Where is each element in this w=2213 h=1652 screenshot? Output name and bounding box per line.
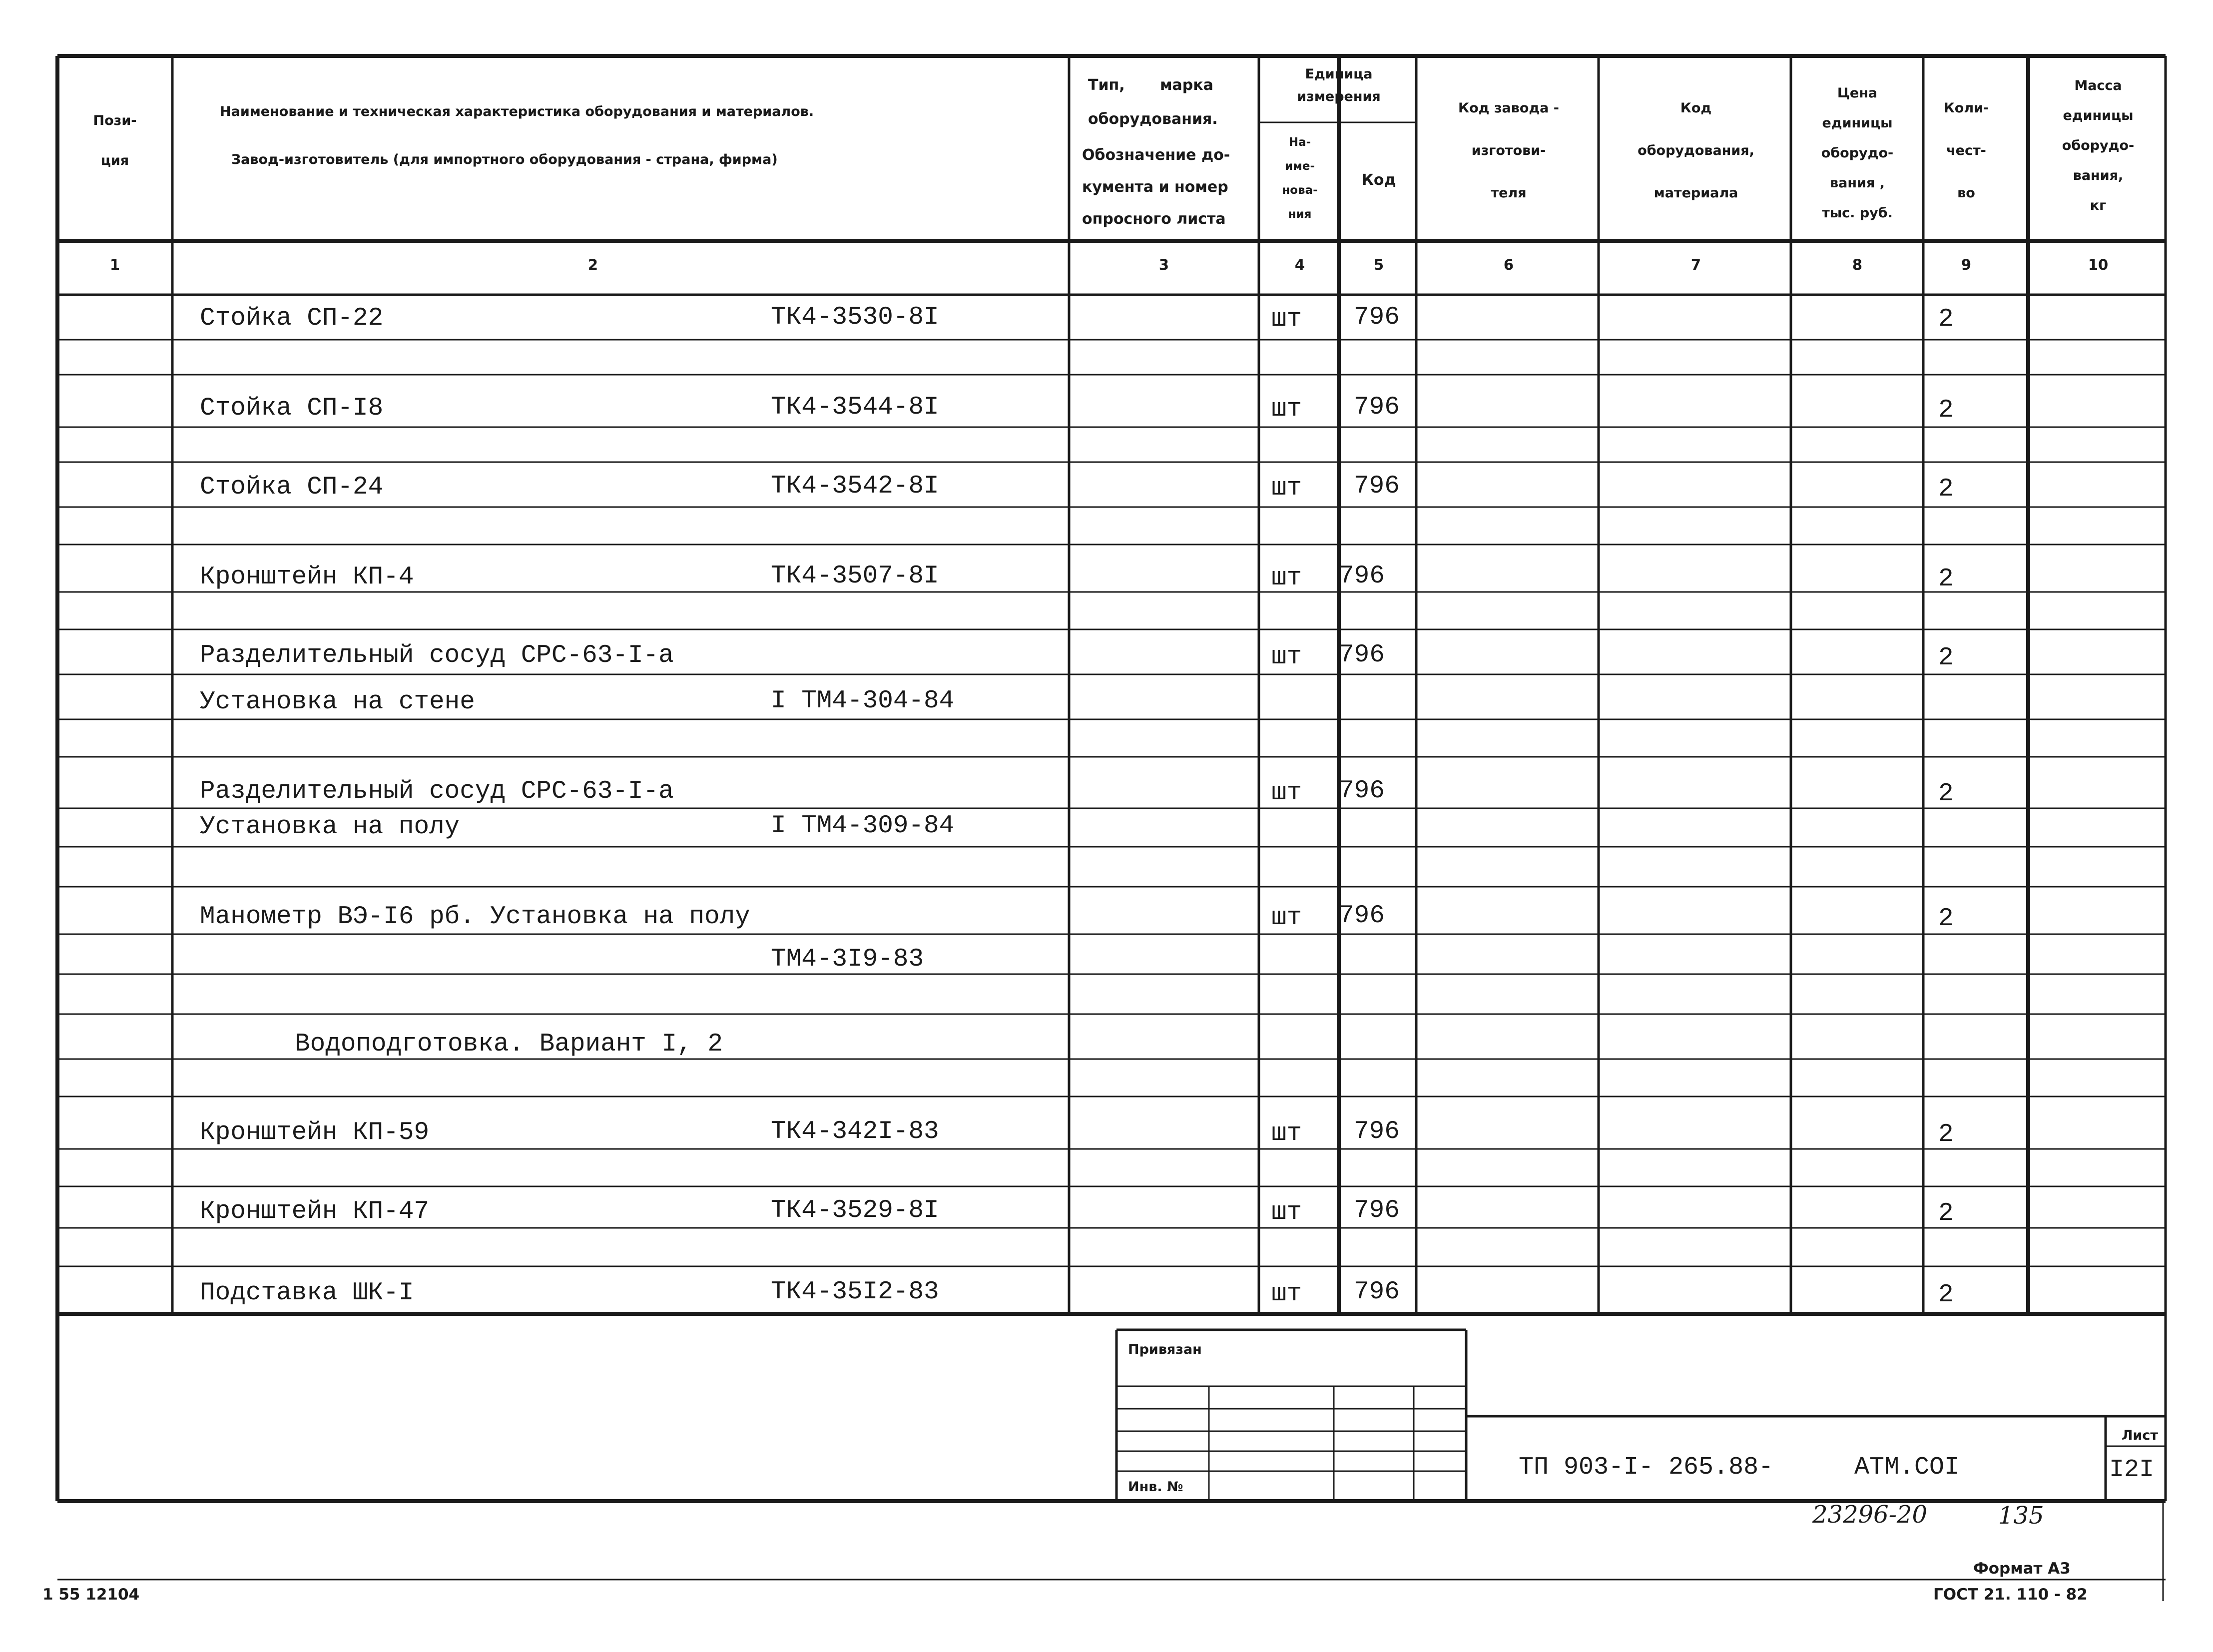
sheet-number: I2I [2109,1456,2155,1484]
handwritten-page: 135 [1998,1502,2044,1530]
row-1-name: Стойка СП-22 [200,304,384,333]
row-9-unit: шт [1271,904,1302,932]
row-13-doc: ТК4-3529-8I [771,1196,939,1225]
colnum-5: 5 [1373,256,1384,273]
header-col3-line4: кумента и номер [1082,178,1228,196]
row-2-name: Стойка СП-I8 [200,394,384,423]
header-col4-line4: ния [1288,208,1312,221]
row-5-qty: 2 [1938,644,1954,672]
header-col7-line3: материала [1654,185,1738,201]
header-col1-line1: Пози- [93,113,137,128]
header-col3-line3: Обозначение до- [1082,146,1230,164]
row-14-name: Подставка ШК-I [200,1279,414,1307]
header-col7-line1: Код [1680,100,1712,116]
header-col10-line2: единицы [2063,108,2134,123]
row-3-name: Стойка СП-24 [200,473,384,502]
bound-label: Привязан [1128,1342,1202,1357]
header-col4-line1: На- [1288,136,1311,149]
header-col6-line1: Код завода - [1458,100,1559,116]
header-col10-line4: вания, [2073,168,2124,183]
header-col9-line2: чест- [1946,143,1986,158]
sheet-footer [42,1501,2088,1604]
gost-label: ГОСТ 21. 110 - 82 [1933,1586,2088,1604]
row-2-code: 796 [1354,393,1400,422]
row-13-unit: шт [1271,1198,1302,1227]
left-code: 1 55 12104 [42,1586,140,1604]
document-mark: АТМ.СОI [1854,1453,1960,1482]
section-title: Водоподготовка. Вариант I, 2 [295,1030,723,1059]
header-col2-line1: Наименование и техническая характеристика оборудования и материалов. [220,104,814,119]
header-col10-line3: оборудо- [2062,138,2135,153]
row-1-unit: шт [1271,305,1302,334]
row-4-name: Кронштейн КП-4 [200,563,414,591]
row-12-unit: шт [1271,1119,1302,1148]
colnum-10: 10 [2088,256,2109,273]
colnum-2: 2 [587,256,598,273]
header-col4-line2: име- [1284,160,1315,173]
row-7-code: 796 [1339,777,1385,805]
colnum-1: 1 [109,256,120,273]
header-col3-line1b: марка [1160,76,1213,94]
row-2-qty: 2 [1938,396,1954,425]
row-10-doc: ТМ4-3I9-83 [771,945,924,974]
row-4-doc: ТК4-3507-8I [771,562,939,590]
colnum-8: 8 [1852,256,1863,273]
table-body [200,303,1954,1309]
header-col3-line5: опросного листа [1082,210,1226,228]
table-header [93,66,2135,228]
header-col6-line3: теля [1491,185,1527,201]
row-8-doc: I ТМ4-309-84 [771,812,955,840]
colnum-9: 9 [1961,256,1972,273]
colnum-7: 7 [1690,256,1701,273]
header-col10-line1: Масса [2074,78,2122,93]
row-14-code: 796 [1354,1278,1400,1306]
row-3-unit: шт [1271,474,1302,503]
row-14-qty: 2 [1938,1281,1954,1309]
row-2-doc: ТК4-3544-8I [771,393,939,422]
header-col5: Код [1361,171,1396,189]
row-6-name: Установка на стене [200,688,475,716]
colnum-6: 6 [1503,256,1514,273]
header-col8-line3: оборудо- [1821,145,1894,161]
row-4-qty: 2 [1938,565,1954,593]
row-4-unit: шт [1271,564,1302,592]
row-7-unit: шт [1271,779,1302,807]
document-number: ТП 903-I- 265.88- [1519,1453,1774,1482]
row-5-unit: шт [1271,643,1302,671]
row-2-unit: шт [1271,395,1302,424]
row-1-doc: ТК4-3530-8I [771,303,939,332]
row-13-qty: 2 [1938,1199,1954,1228]
sheet-label: Лист [2122,1428,2158,1443]
row-7-qty: 2 [1938,780,1954,808]
header-col8-line4: вания , [1830,175,1885,191]
header-col3-line1a: Тип, [1088,76,1125,94]
row-13-name: Кронштейн КП-47 [200,1197,430,1226]
header-col8-line5: тыс. руб. [1822,205,1893,221]
row-4-code: 796 [1339,562,1385,590]
row-12-name: Кронштейн КП-59 [200,1118,430,1147]
header-col4-line3: нова- [1282,184,1318,197]
header-col9-line3: во [1957,185,1975,201]
header-unit-group-line1: Единица [1305,66,1373,82]
row-1-qty: 2 [1938,305,1954,334]
row-7-name: Разделительный сосуд СРС-63-I-а [200,777,674,806]
row-14-doc: ТК4-35I2-83 [771,1278,939,1306]
header-col3-line2: оборудования. [1088,110,1218,128]
header-col10-line5: кг [2090,198,2107,213]
row-8-name: Установка на полу [200,813,460,841]
row-5-code: 796 [1339,641,1385,669]
row-12-qty: 2 [1938,1120,1954,1149]
header-unit-group-line2: измерения [1297,89,1381,104]
row-1-code: 796 [1354,303,1400,332]
row-9-code: 796 [1339,902,1385,930]
row-6-doc: I ТМ4-304-84 [771,687,955,715]
row-12-code: 796 [1354,1117,1400,1146]
column-numbers [110,256,2108,273]
inventory-label: Инв. № [1128,1479,1183,1495]
format-label: Формат А3 [1973,1560,2071,1578]
row-3-qty: 2 [1938,475,1954,504]
row-12-doc: ТК4-342I-83 [771,1117,939,1146]
row-5-name: Разделительный сосуд СРС-63-I-а [200,641,674,670]
row-3-doc: ТК4-3542-8I [771,472,939,501]
header-col6-line2: изготови- [1471,143,1546,158]
header-col2-line2: Завод-изготовитель (для импортного оборудования - страна, фирма) [231,152,778,167]
header-col8-line2: единицы [1822,115,1893,131]
header-col8-line1: Цена [1837,85,1878,101]
colnum-3: 3 [1158,256,1169,273]
row-9-name: Манометр ВЭ-I6 рб. Установка на полу [200,903,750,931]
handwritten-archive-number: 23296-20 [1812,1501,1927,1529]
header-col1-line2: ция [100,153,129,168]
row-9-qty: 2 [1938,905,1954,933]
header-col7-line2: оборудования, [1638,143,1754,158]
row-3-code: 796 [1354,472,1400,501]
row-13-code: 796 [1354,1196,1400,1225]
row-14-unit: шт [1271,1280,1302,1308]
header-col9-line1: Коли- [1943,100,1989,116]
colnum-4: 4 [1294,256,1305,273]
